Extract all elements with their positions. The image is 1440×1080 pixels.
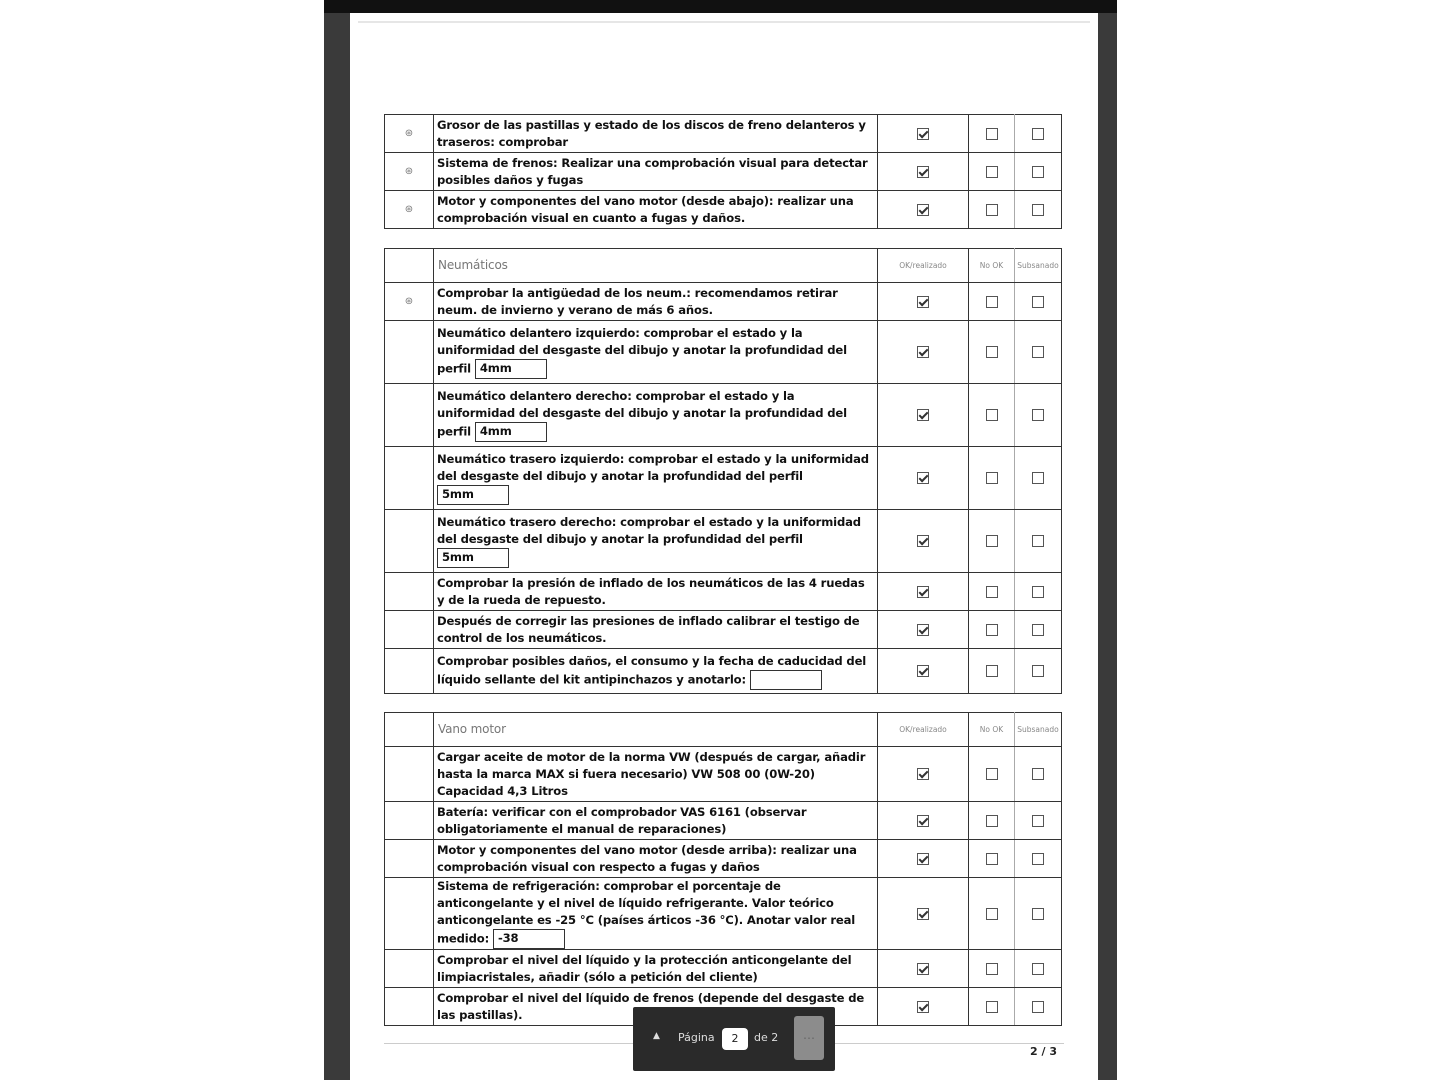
not-ok-checkbox[interactable] [986, 665, 998, 677]
fixed-checkbox[interactable] [1032, 815, 1044, 827]
fixed-checkbox[interactable] [1032, 586, 1044, 598]
col-sub-header: Subsanado [1015, 713, 1062, 747]
required-marker-icon [385, 878, 434, 950]
required-marker-icon [385, 950, 434, 988]
item-text: Motor y componentes del vano motor (desde arriba): realizar una comprobación visual con respecto a fugas y daños [437, 842, 857, 874]
item-text: Neumático delantero derecho: comprobar el estado y la uniformidad del desgaste del dibujo y anotar la profundidad del perfil [437, 389, 847, 439]
not-ok-checkbox[interactable] [986, 768, 998, 780]
required-marker-icon [385, 747, 434, 802]
section-header [385, 249, 1062, 283]
measured-value-field[interactable]: 4mm [475, 422, 547, 442]
checklist-row [385, 747, 1062, 802]
required-marker-icon: ⊛ [385, 115, 434, 153]
required-marker-icon [385, 447, 434, 510]
col-sub-header: Subsanado [1015, 249, 1062, 283]
checklist-row [385, 447, 1062, 510]
not-ok-checkbox[interactable] [986, 409, 998, 421]
ok-checkbox[interactable] [917, 815, 929, 827]
fixed-checkbox[interactable] [1032, 166, 1044, 178]
checklist-brakes [384, 114, 1062, 229]
required-marker-icon [385, 988, 434, 1026]
fixed-checkbox[interactable] [1032, 204, 1044, 216]
item-text: Batería: verificar con el comprobador VAS 6161 (observar obligatoriamente el manual de reparaciones) [437, 804, 807, 836]
ok-checkbox[interactable] [917, 853, 929, 865]
measured-value-field[interactable] [750, 670, 822, 690]
required-marker-icon [385, 840, 434, 878]
fixed-checkbox[interactable] [1032, 296, 1044, 308]
section-title: Vano motor [434, 713, 878, 747]
not-ok-checkbox[interactable] [986, 963, 998, 975]
checklist-row [385, 510, 1062, 573]
fixed-checkbox[interactable] [1032, 535, 1044, 547]
not-ok-checkbox[interactable] [986, 535, 998, 547]
not-ok-checkbox[interactable] [986, 853, 998, 865]
item-text: Comprobar la antigüedad de los neum.: recomendamos retirar neum. de invierno y verano de más 6 años. [437, 285, 838, 317]
ok-checkbox[interactable] [917, 768, 929, 780]
item-text: Después de corregir las presiones de inflado calibrar el testigo de control de los neumáticos. [437, 613, 860, 645]
not-ok-checkbox[interactable] [986, 346, 998, 358]
checklist-row [385, 321, 1062, 384]
checklist-row [385, 611, 1062, 649]
ok-checkbox[interactable] [917, 963, 929, 975]
not-ok-checkbox[interactable] [986, 815, 998, 827]
ok-checkbox[interactable] [917, 346, 929, 358]
fixed-checkbox[interactable] [1032, 853, 1044, 865]
checklist-row [385, 153, 1062, 191]
measured-value-field[interactable]: 4mm [475, 359, 547, 379]
required-marker-icon [385, 802, 434, 840]
item-text: Neumático trasero derecho: comprobar el estado y la uniformidad del desgaste del dibujo y anotar la profundidad del perfil [437, 515, 861, 546]
checklist-row [385, 191, 1062, 229]
checklist-tyres [384, 248, 1062, 694]
item-text: Neumático delantero izquierdo: comprobar el estado y la uniformidad del desgaste del dibujo y anotar la profundidad del perfil [437, 326, 847, 376]
required-marker-icon [385, 510, 434, 573]
not-ok-checkbox[interactable] [986, 128, 998, 140]
ok-checkbox[interactable] [917, 296, 929, 308]
checklist-row [385, 840, 1062, 878]
required-marker-icon [385, 321, 434, 384]
page-options-button[interactable]: ⋯ [794, 1016, 824, 1060]
col-ok-header: OK/realizado [878, 249, 969, 283]
fixed-checkbox[interactable] [1032, 128, 1044, 140]
required-marker-icon [385, 384, 434, 447]
page-header-rule [358, 21, 1090, 23]
ok-checkbox[interactable] [917, 586, 929, 598]
checklist-row [385, 115, 1062, 153]
fixed-checkbox[interactable] [1032, 472, 1044, 484]
not-ok-checkbox[interactable] [986, 908, 998, 920]
checklist-row [385, 950, 1062, 988]
checklist-engine-bay [384, 712, 1062, 1026]
not-ok-checkbox[interactable] [986, 1001, 998, 1013]
item-text: Comprobar posibles daños, el consumo y la fecha de caducidad del líquido sellante del kit antipinchazos y anotarlo: [437, 653, 867, 686]
page-total-label: de 2 [754, 1031, 779, 1044]
checklist-row [385, 384, 1062, 447]
required-marker-icon [385, 649, 434, 694]
required-marker-icon: ⊛ [385, 283, 434, 321]
page-navigator [633, 1007, 835, 1071]
item-text: Cargar aceite de motor de la norma VW (después de cargar, añadir hasta la marca MAX si fuera necesario) VW 508 00 (0W-20) Capacidad 4,3 Litros [437, 749, 866, 798]
ok-checkbox[interactable] [917, 166, 929, 178]
ok-checkbox[interactable] [917, 665, 929, 677]
ok-checkbox[interactable] [917, 624, 929, 636]
not-ok-checkbox[interactable] [986, 624, 998, 636]
fixed-checkbox[interactable] [1032, 908, 1044, 920]
item-text: Sistema de frenos: Realizar una comprobación visual para detectar posibles daños y fugas [437, 155, 868, 187]
item-text: Neumático trasero izquierdo: comprobar el estado y la uniformidad del desgaste del dibujo y anotar la profundidad del perfil [437, 452, 869, 483]
fixed-checkbox[interactable] [1032, 665, 1044, 677]
checklist-row [385, 573, 1062, 611]
measured-value-field[interactable]: -38 [493, 929, 565, 949]
page-label: Página [678, 1031, 715, 1044]
ok-checkbox[interactable] [917, 409, 929, 421]
checklist-row [385, 649, 1062, 694]
not-ok-checkbox[interactable] [986, 204, 998, 216]
fixed-checkbox[interactable] [1032, 409, 1044, 421]
item-text: Grosor de las pastillas y estado de los discos de freno delanteros y traseros: comprobar [437, 117, 866, 149]
ok-checkbox[interactable] [917, 204, 929, 216]
section-title: Neumáticos [434, 249, 878, 283]
not-ok-checkbox[interactable] [986, 296, 998, 308]
required-marker-icon [385, 611, 434, 649]
ok-checkbox[interactable] [917, 535, 929, 547]
item-text: Comprobar la presión de inflado de los neumáticos de las 4 ruedas y de la rueda de repuesto. [437, 575, 865, 607]
document-page [350, 13, 1098, 1080]
required-marker-icon [385, 573, 434, 611]
not-ok-checkbox[interactable] [986, 166, 998, 178]
col-nok-header: No OK [969, 713, 1015, 747]
ok-checkbox[interactable] [917, 128, 929, 140]
fixed-checkbox[interactable] [1032, 963, 1044, 975]
not-ok-checkbox[interactable] [986, 472, 998, 484]
section-header [385, 713, 1062, 747]
previous-page-icon[interactable]: ▲ [653, 1031, 660, 1041]
checklist-row [385, 878, 1062, 950]
pdf-viewer [324, 0, 1117, 1080]
page-number-input[interactable]: 2 [722, 1028, 748, 1050]
ok-checkbox[interactable] [917, 908, 929, 920]
not-ok-checkbox[interactable] [986, 586, 998, 598]
fixed-checkbox[interactable] [1032, 768, 1044, 780]
page-number: 2 / 3 [1030, 1045, 1057, 1058]
checklist-row [385, 802, 1062, 840]
required-marker-icon: ⊛ [385, 191, 434, 229]
item-text: Comprobar el nivel del líquido y la protección anticongelante del limpiacristales, añadir (sólo a petición del cliente) [437, 952, 852, 984]
col-nok-header: No OK [969, 249, 1015, 283]
viewer-top-bar [324, 0, 1117, 13]
fixed-checkbox[interactable] [1032, 1001, 1044, 1013]
measured-value-field[interactable]: 5mm [437, 485, 509, 505]
required-marker-icon: ⊛ [385, 153, 434, 191]
checklist-row [385, 283, 1062, 321]
ok-checkbox[interactable] [917, 1001, 929, 1013]
item-text: Comprobar el nivel del líquido de frenos (depende del desgaste de las pastillas). [437, 990, 865, 1022]
measured-value-field[interactable]: 5mm [437, 548, 509, 568]
fixed-checkbox[interactable] [1032, 346, 1044, 358]
col-ok-header: OK/realizado [878, 713, 969, 747]
ok-checkbox[interactable] [917, 472, 929, 484]
item-text: Motor y componentes del vano motor (desde abajo): realizar una comprobación visual en cuanto a fugas y daños. [437, 193, 854, 225]
fixed-checkbox[interactable] [1032, 624, 1044, 636]
item-text: Sistema de refrigeración: comprobar el porcentaje de anticongelante y el nivel de líquido refrigerante. Valor teórico anticongelante es -25 °C (países árticos -36 °C). Anotar valor real medido: [437, 879, 856, 946]
